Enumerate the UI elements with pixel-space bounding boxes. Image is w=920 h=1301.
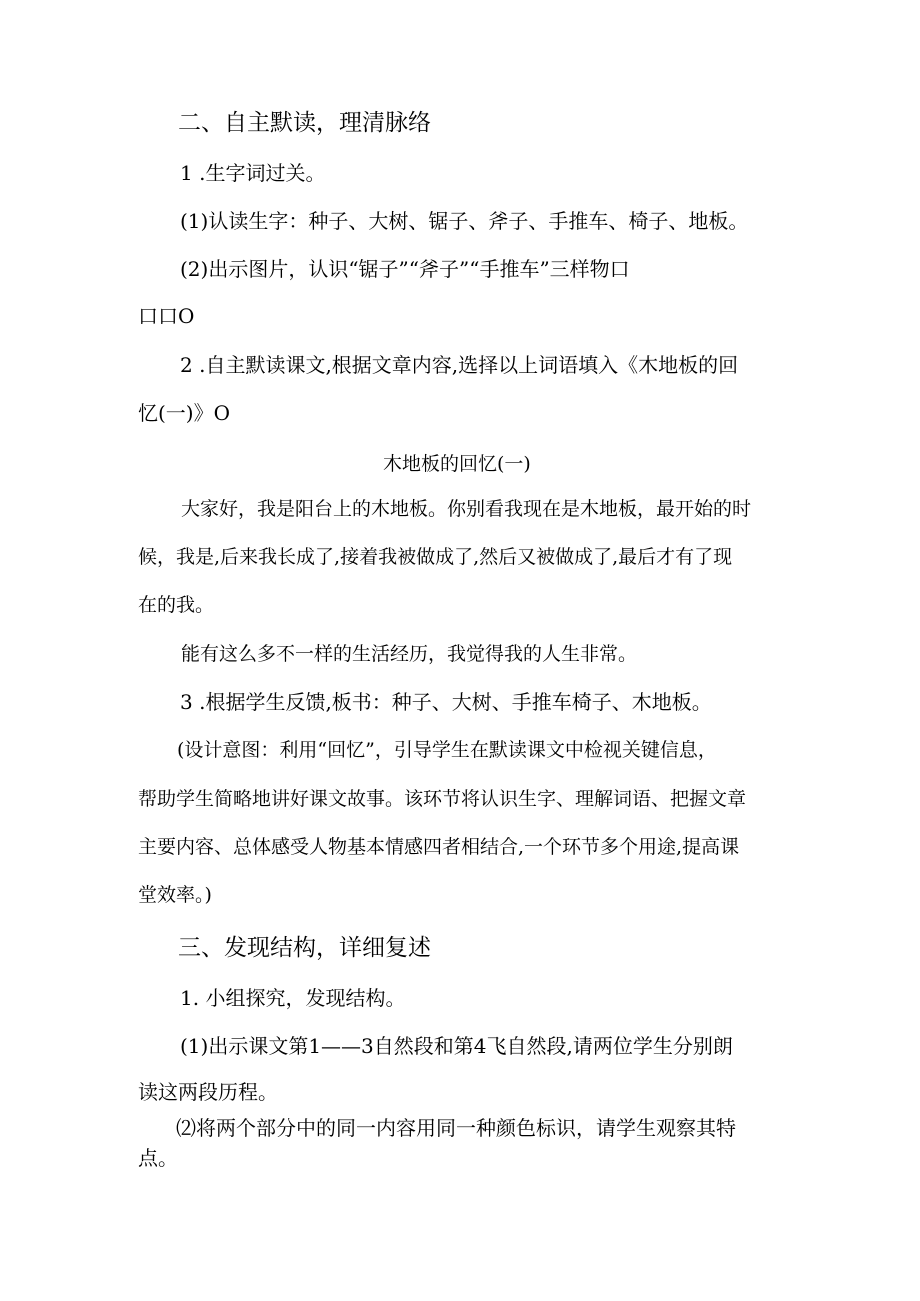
passage-p1-line3: 在的我。 (138, 594, 215, 616)
s3-item-1: 1. 小组探究，发现结构。 (180, 986, 406, 1010)
s3-item-1-2: ⑵将两个部分中的同一内容用同一种颜色标识，请学生观察其特 (176, 1116, 736, 1140)
item-2: 2 .自主默读课文,根据文章内容,选择以上词语填入《木地板的回 (180, 353, 739, 377)
item-1-1: (1)认读生字：种子、大树、锯子、斧子、手推车、椅子、地板。 (180, 209, 749, 233)
item-1: 1 .生字词过关。 (180, 161, 326, 185)
section-3-heading: 三、发现结构，详细复述 (178, 935, 431, 961)
passage-p1-line2: 候，我是,后来我长成了,接着我被做成了,然后又被做成了,最后才有了现 (138, 546, 733, 568)
passage-title: 木地板的回忆(一) (383, 453, 531, 475)
s3-item-1-1-cont: 读这两段历程。 (138, 1080, 278, 1104)
s3-item-1-1: (1)出示课文第1——3自然段和第4飞自然段,请两位学生分别朗 (180, 1034, 733, 1058)
design-intent-line2: 帮助学生简略地讲好课文故事。该环节将认识生字、理解词语、把握文章 (138, 788, 747, 810)
section-2-heading: 二、自主默读，理清脉络 (178, 110, 431, 136)
design-intent-line4: 堂效率。) (138, 884, 212, 906)
s3-item-1-2-cont: 点。 (138, 1146, 178, 1170)
item-1-2-cont: 口口O (138, 304, 195, 328)
passage-p1-line1: 大家好，我是阳台上的木地板。你别看我现在是木地板，最开始的时 (181, 498, 752, 520)
item-3: 3 .根据学生反馈,板书：种子、大树、手推车椅子、木地板。 (180, 690, 712, 714)
item-1-2: (2)出示图片，认识“锯子”“斧子”“手推车”三样物口 (180, 257, 630, 281)
design-intent-line1: (设计意图：利用“回忆”，引导学生在默读课文中检视关键信息， (177, 739, 717, 761)
design-intent-line3: 主要内容、总体感受人物基本情感四者相结合,一个环节多个用途,提高课 (138, 836, 740, 858)
item-2-cont: 忆(一)》O (138, 401, 231, 425)
passage-p2: 能有这么多不一样的生活经历，我觉得我的人生非常。 (181, 643, 638, 665)
